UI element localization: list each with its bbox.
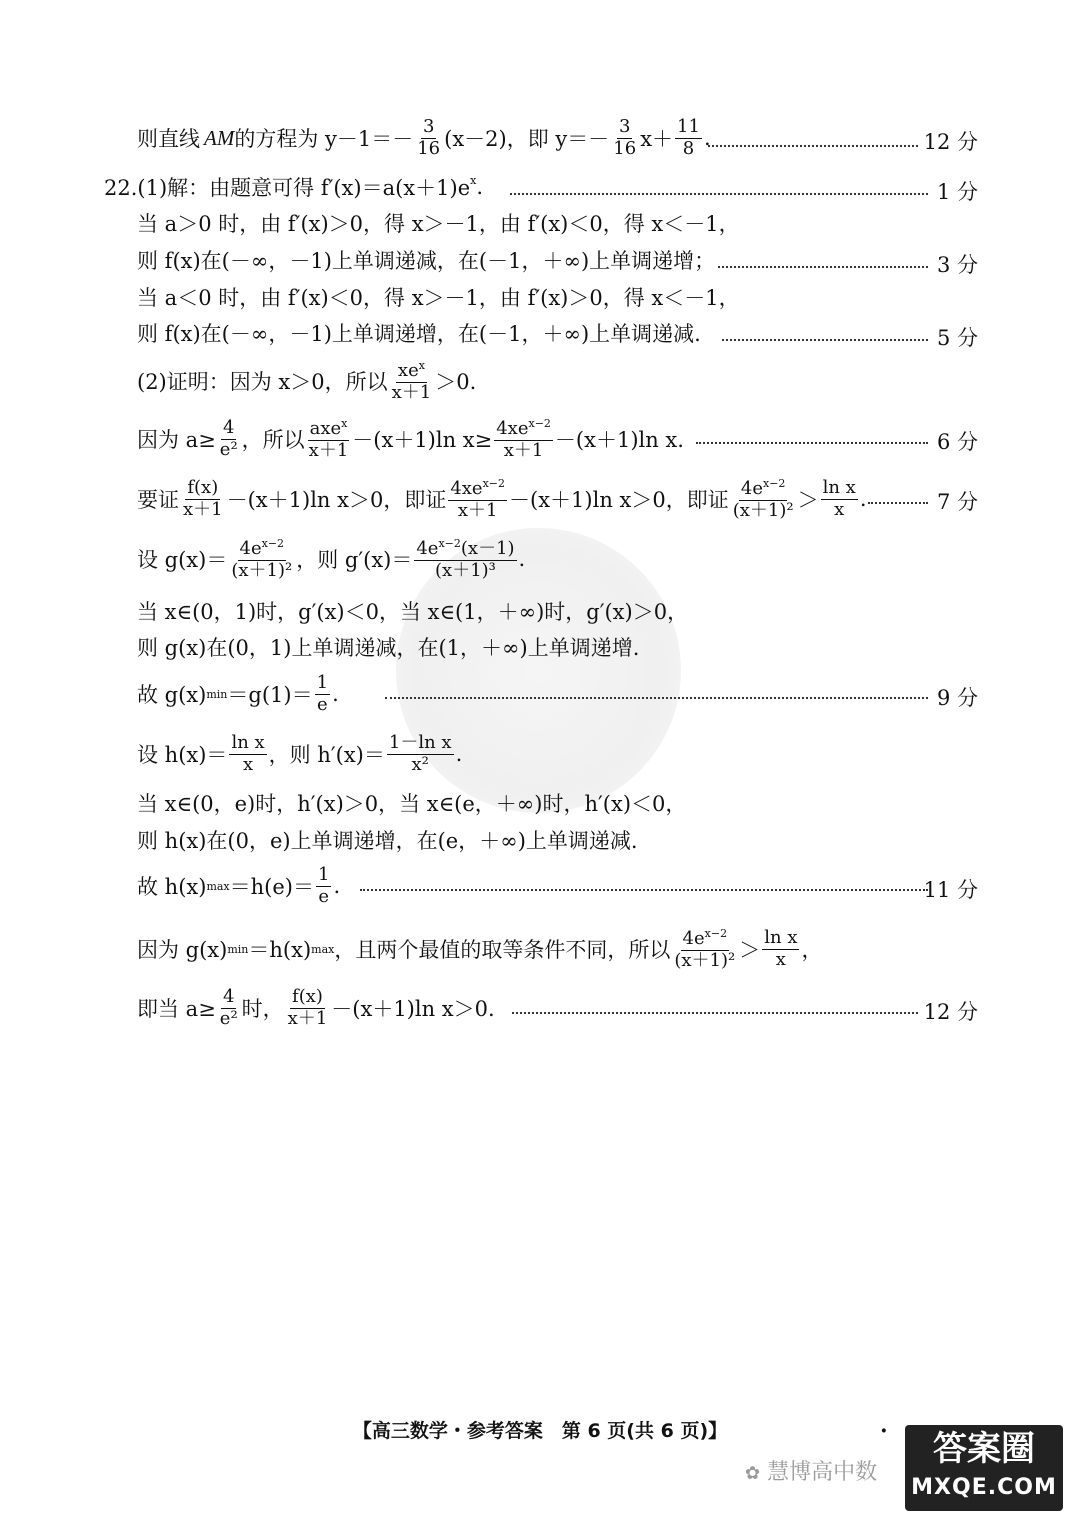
q22-part1-derivative: 22.(1)解：由题意可得 f′(x)＝a(x＋1)e $^x$ .	[104, 173, 484, 200]
g-min: 故 g(x) min ＝g(1)＝ $\frac{1}{e}$ .	[137, 672, 339, 715]
score: 6 分	[936, 430, 978, 454]
g-monotonic: 则 g(x)在(0，1)上单调递减，在(1，＋∞)上单调递增.	[137, 636, 640, 660]
leader-dots	[708, 145, 918, 147]
leader-dots	[385, 697, 928, 699]
h-max: 故 h(x) max ＝h(e)＝ $\frac{1}{e}$ .	[137, 864, 341, 907]
define-h: 设 h(x)＝ $\frac{\text{ln x}}{x}$ ，则 h′(x)＝ $\frac{\text{1－ln x}}{\text{x²}}$ .	[137, 732, 463, 775]
h-derivative-sign: 当 x∈(0，e)时，h′(x)＞0，当 x∈(e，＋∞)时，h′(x)＜0，	[137, 792, 687, 816]
inequality-step: 因为 a≥ $\frac{4}{\text{e²}}$ ，所以 $\frac{axe^x}{x+1}$ －(x＋1)ln x≥ $\frac{4xe^{x-2}}{x+1}$ －(x＋1)ln x.	[137, 417, 684, 461]
score: 9 分	[936, 686, 978, 710]
leader-dots	[868, 502, 928, 504]
score: 3 分	[936, 253, 978, 277]
leader-dots	[512, 1012, 918, 1014]
footer-dot: ·	[880, 1418, 888, 1444]
score: 12 分	[923, 130, 978, 154]
part2-proof-start: (2)证明：因为 x＞0，所以 $\frac{xe^x}{x+1}$ ＞0.	[137, 359, 477, 403]
final-conclusion: 即当 a≥ $\frac{4}{\text{e²}}$ 时， $\frac{f(x)}{x+1}$ －(x＋1)ln x＞0.	[137, 986, 495, 1029]
line-am-equation: 则直线 AM 的方程为 y－1＝－ $\frac{3}{16}$ (x－2)，即 y＝－ $\frac{3}{16}$ x＋ $\frac{11}{8}$ .	[137, 116, 711, 159]
h-monotonic: 则 h(x)在(0，e)上单调递增，在(e，＋∞)上单调递减.	[137, 829, 638, 853]
score: 1 分	[936, 180, 978, 204]
to-prove-step: 要证 $\frac{f(x)}{x+1}$ －(x＋1)ln x＞0，即证 $\frac{4xe^{x-2}}{x+1}$ －(x＋1)ln x＞0，即证 $\frac{4e^{x-2}}{\text{(x＋1)²}}$ ＞ $\frac{\text{ln x}}{x}$ .	[137, 477, 867, 521]
case-a-negative: 当 a＜0 时，由 f′(x)＜0，得 x＞－1，由 f′(x)＞0，得 x＜－1，	[137, 286, 740, 310]
score: 7 分	[936, 490, 978, 514]
leader-dots	[510, 193, 928, 195]
leader-dots	[718, 266, 928, 268]
monotonic-a-negative: 则 f(x)在(－∞，－1)上单调递增，在(－1，＋∞)上单调递减.	[137, 322, 701, 346]
g-derivative-sign: 当 x∈(0，1)时，g′(x)＜0，当 x∈(1，＋∞)时，g′(x)＞0，	[137, 600, 689, 624]
conclusion-compare: 因为 g(x) min ＝h(x) max ，且两个最值的取等条件不同，所以 $\frac{4e^{x-2}}{\text{(x＋1)²}}$ ＞ $\frac{\text{ln x}}{x}$ ，	[137, 927, 823, 971]
define-g: 设 g(x)＝ $\frac{4e^{x-2}}{\text{(x＋1)²}}$ ，则 g′(x)＝ $\frac{4e^{x-2}(x-1)}{\text{(x＋1)³}}$ .	[137, 537, 526, 581]
score: 5 分	[936, 326, 978, 350]
leader-dots	[722, 339, 928, 341]
score: 11 分	[923, 878, 978, 902]
leader-dots	[360, 889, 928, 891]
page-footer: 【高三数学・参考答案 第 6 页(共 6 页)】	[352, 1420, 728, 1442]
monotonic-a-positive: 则 f(x)在(－∞，－1)上单调递减，在(－1，＋∞)上单调递增；	[137, 249, 716, 273]
score: 12 分	[923, 1000, 978, 1024]
site-logo: 答案圈 MXQE.COM	[905, 1425, 1063, 1511]
wechat-watermark: ✿ 慧博高中数	[745, 1460, 878, 1485]
case-a-positive: 当 a＞0 时，由 f′(x)＞0，得 x＞－1，由 f′(x)＜0，得 x＜－1，	[137, 212, 740, 236]
leader-dots	[696, 442, 928, 444]
